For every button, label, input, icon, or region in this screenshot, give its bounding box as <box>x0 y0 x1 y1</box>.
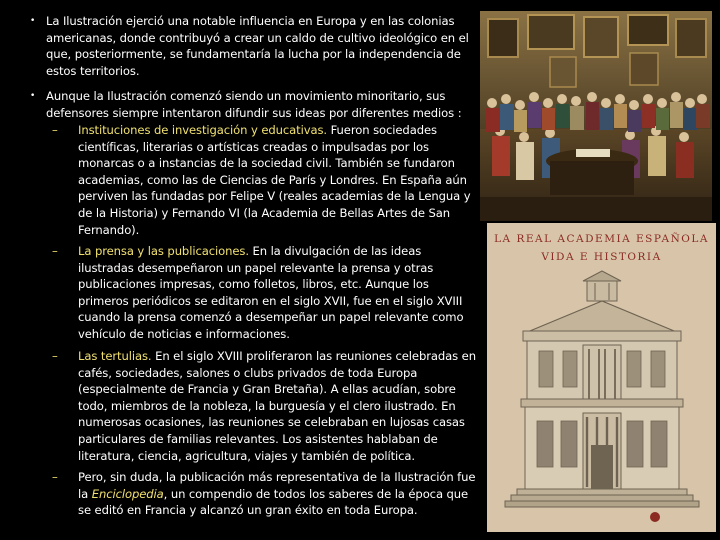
sub-item-text: En la divulgación de las ideas ilustradas desempeñaron un papel relevante la prensa y otras publicaciones impresas, como folletos, libros, etc. Aunque los primeros periódicos se editaron en el siglo XVII, fue en el siglo XVIII cuando la prensa comenzó a desempeñar un papel relevante como vehículo de noticias e informaciones. <box>78 244 464 341</box>
bullet-text: Aunque la Ilustración comenzó siendo un movimiento minoritario, sus defensores siempre intentaron difundir sus ideas por diferentes medios : <box>46 89 462 120</box>
bullet-dot-icon: • <box>30 91 36 101</box>
sub-item-text: Pero, sin duda, la publicación más representativa de la Ilustración fue la <box>78 470 476 501</box>
book-title-line1: LA REAL ACADEMIA ESPAÑOLA <box>494 233 709 245</box>
bullet-text: La Ilustración ejerció una notable influencia en Europa y en las colonias americanas, donde contribuyó a crear un caldo de cultivo ideológico en el que, posteriormente, se fundamentaría la lucha por la independencia de estos territorios. <box>46 14 469 78</box>
book-cover-image <box>487 223 716 532</box>
bullet-item <box>30 13 474 79</box>
sub-item-heading: Las tertulias. <box>78 349 152 363</box>
sub-item-press <box>52 243 476 343</box>
enciclopedia-title: Enciclopedia <box>91 486 164 501</box>
sub-item-tertulias <box>52 348 476 464</box>
dash-icon: – <box>52 244 58 258</box>
salon-painting-illustration <box>480 11 712 221</box>
sub-item-text: Fueron sociedades científicas, literarias o artísticas creadas o impulsadas por los monarcas o a instancias de la sociedad civil. También se fundaron academias, como las de Ciencias de París y Londres. En España aún perviven las fundadas por Felipe V (reales academias de la Lengua y de la Historia) y Fernando VI (la Academia de Bellas Artes de San Fernando). <box>78 123 471 237</box>
salon-painting-image <box>480 11 712 221</box>
book-title-line2: VIDA E HISTORIA <box>541 251 662 263</box>
sub-item-text: En el siglo XVIII proliferaron las reuniones celebradas en cafés, sociedades, salones o clubs privados de toda Europa (especialmente de Francia y Gran Bretaña). A ellas acudían, sobre todo, miembros de la nobleza, la burguesía y el clero ilustrado. En numerosas ocasiones, las reuniones se celebraban en lujosas casas particulares de familias relevantes. Los asistentes hablaban de literatura, ciencia, agricultura, viajes y también de política. <box>78 349 476 463</box>
sub-item-text: , un compendio de todos los saberes de la época que se editó en Francia y alcanzó un gran éxito en toda Europa. <box>78 486 469 518</box>
bullet-dot-icon: • <box>30 16 36 26</box>
sub-item-heading: Instituciones de investigación y educativas. <box>78 123 328 137</box>
academy-building-illustration <box>487 223 716 532</box>
sub-item-heading: La prensa y las publicaciones. <box>78 244 249 258</box>
bullet-item <box>30 88 474 121</box>
sub-item-institutions <box>52 122 476 238</box>
dash-icon: – <box>52 123 58 137</box>
dash-icon: – <box>52 470 58 484</box>
sub-item-enciclopedia <box>52 469 476 519</box>
dash-icon: – <box>52 349 58 363</box>
